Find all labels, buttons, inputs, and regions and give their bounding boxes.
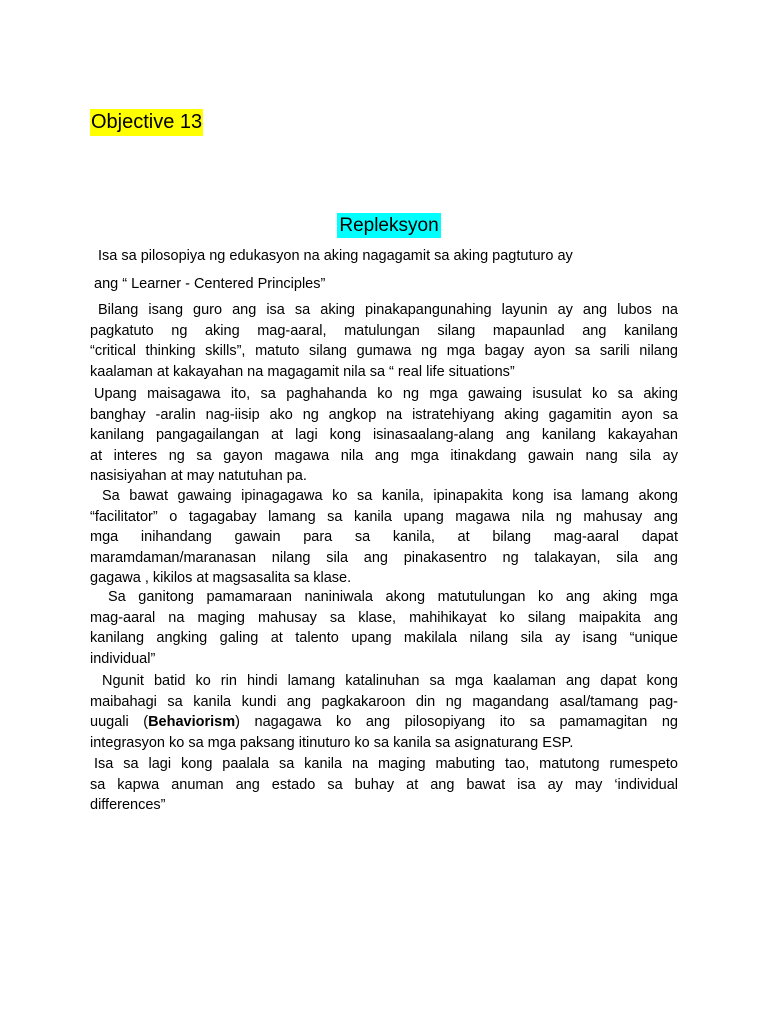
paragraph-5: [90, 486, 678, 589]
paragraph-2: [90, 274, 678, 295]
paragraph-line: Sa ganitong pamamaraan naniniwala akong matutulungan ko ang aking mga: [108, 589, 678, 605]
paragraph-line: kanilang angking galing at talento upang makilala nilang sila ay isang “unique: [90, 630, 678, 647]
paragraph-line: Isa sa lagi kong paalala sa kanila na maging mabuting tao, matutong rumespeto: [94, 756, 678, 772]
paragraph-line: Upang maisagawa ito, sa paghahanda ko ng mga gawaing isusulat ko sa aking: [94, 386, 678, 402]
paragraph-8: [90, 754, 678, 816]
paragraph-line: pagkatuto ng aking mag-aaral, matulungan silang mapaunlad ang kanilang: [90, 322, 678, 339]
paragraph-line: mga inihandang gawain para sa kanila, at bilang mag-aaral dapat: [90, 529, 678, 546]
paragraph-7: [90, 671, 678, 753]
paragraph-line: kanilang pangagailangan at lagi kong isinasaalang-alang ang kanilang kakayahan: [90, 427, 678, 444]
text-after-bold: ) nagagawa ko ang pilosopiyang ito sa pamamagitan ng: [235, 714, 678, 731]
paragraph-4: [90, 384, 678, 487]
paragraph-line: integrasyon ko sa mga paksang itinuturo ko sa kanila sa asignaturang ESP.: [90, 734, 574, 751]
paragraph-line: nasisiyahan at may natutuhan pa.: [90, 468, 307, 485]
paragraph-line: individual”: [90, 650, 156, 667]
paragraph-line: maramdaman/maranasan nilang sila ang pinakasentro ng talakayan, sila ang: [90, 549, 678, 566]
title-container: [0, 213, 768, 238]
paragraph-line: kaalaman at kakayahan na magagamit nila sa “ real life situations”: [90, 363, 515, 380]
bold-term: Behaviorism: [148, 714, 236, 731]
paragraph-line: sa kapwa anuman ang estado sa buhay at ang bawat isa ay may ‘individual: [90, 776, 678, 793]
paragraph-line: gagawa , kikilos at magsasalita sa klase.: [90, 570, 352, 587]
paragraph-line: mag-aaral na maging mahusay sa klase, mahihikayat ko silang maipakita ang: [90, 609, 678, 626]
paragraph-line: maibahagi sa kanila kundi ang pagkakaroon din ng magandang asal/tamang pag-: [90, 693, 678, 710]
paragraph-line-behaviorism: [90, 712, 678, 733]
objective-heading: Objective 13: [90, 109, 203, 136]
paragraph-line: “facilitator” o tagagabay lamang sa kanila upang magawa nila ng mahusay ang: [90, 508, 678, 525]
paragraph-1: [90, 246, 678, 267]
paragraph-line: Ngunit batid ko rin hindi lamang katalinuhan sa mga kaalaman ang dapat kong: [102, 673, 678, 689]
paragraph-line: at interes ng sa gayon magawa nila ang mga itinakdang gawain nang sila ay: [90, 447, 678, 464]
paragraph-3: [90, 300, 678, 382]
paragraph-6: [90, 587, 678, 669]
paragraph-line: banghay -aralin nag-iisip ako ng angkop na istratehiyang aking gagamitin ayon sa: [90, 406, 678, 423]
paragraph-line: Isa sa pilosopiya ng edukasyon na aking nagagamit sa aking pagtuturo ay: [98, 248, 573, 264]
paragraph-line: Bilang isang guro ang isa sa aking pinakapangunahing layunin ay ang lubos na: [98, 302, 678, 318]
paragraph-line: Sa bawat gawaing ipinagagawa ko sa kanila, ipinapakita kong isa lamang akong: [102, 488, 678, 504]
paragraph-line: “critical thinking skills”, matuto silang gumawa ng mga bagay ayon sa sarili nilang: [90, 343, 678, 360]
page-title: Repleksyon: [339, 215, 439, 236]
paragraph-line: ang “ Learner - Centered Principles”: [94, 276, 326, 292]
paragraph-line: differences”: [90, 797, 166, 814]
text-before-bold: uugali (: [90, 714, 149, 731]
